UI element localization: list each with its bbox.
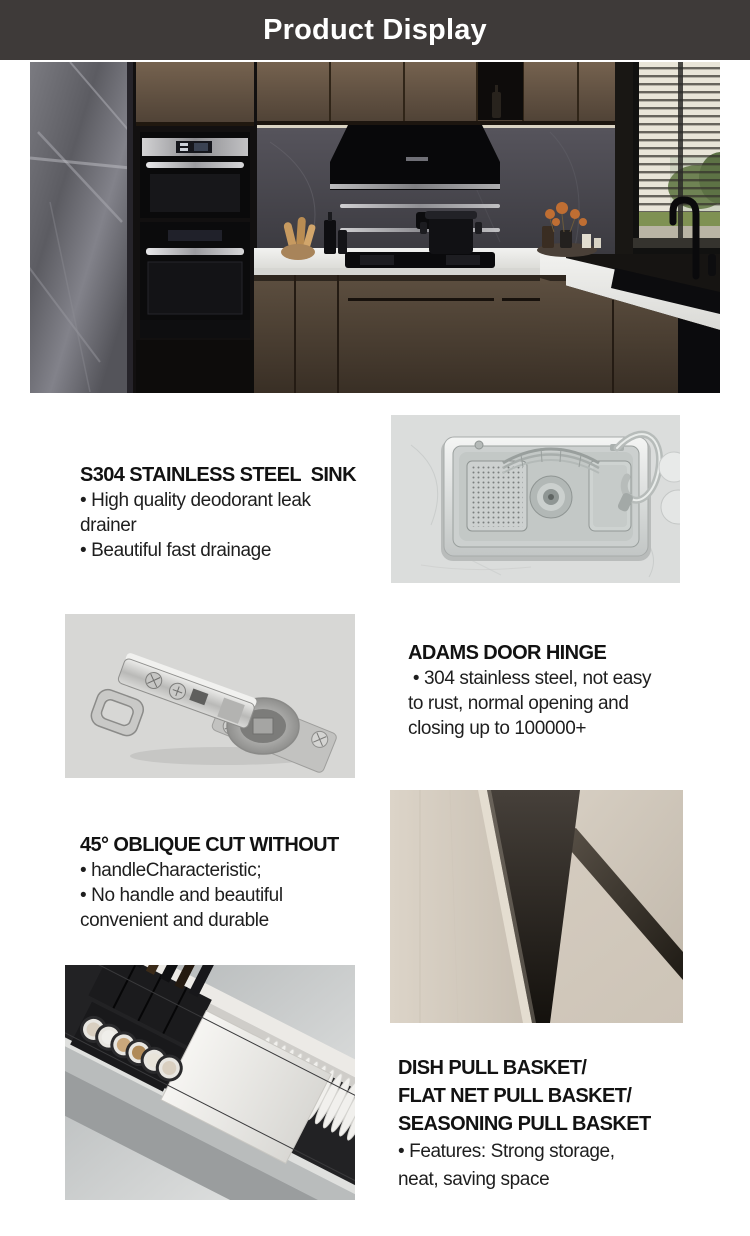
section-hinge-title: ADAMS DOOR HINGE: [408, 642, 607, 664]
kitchen-display-photo: [30, 62, 720, 393]
section-oblique-text: [80, 832, 390, 933]
section-basket-title: FLAT NET PULL BASKET/: [398, 1085, 632, 1107]
feature-line: • handleCharacteristic;: [80, 860, 262, 881]
section-basket-title: SEASONING PULL BASKET: [398, 1113, 651, 1135]
feature-line: • 304 stainless steel, not easy: [408, 668, 652, 689]
header-bar: [0, 0, 750, 60]
section-basket-text: [398, 1054, 698, 1194]
feature-line: neat, saving space: [398, 1169, 550, 1190]
feature-line: • Features: Strong storage,: [398, 1141, 615, 1162]
feature-line: • No handle and beautiful: [80, 885, 283, 906]
section-sink-text: [80, 462, 380, 563]
hinge-product-photo: [65, 614, 355, 778]
feature-line: closing up to 100000+: [408, 718, 587, 739]
feature-line: drainer: [80, 515, 137, 536]
section-basket-title: DISH PULL BASKET/: [398, 1057, 587, 1079]
oblique-cut-door-photo: [390, 790, 683, 1023]
section-hinge-text: [408, 640, 693, 741]
feature-line: to rust, normal opening and: [408, 693, 629, 714]
feature-line: • Beautiful fast drainage: [80, 540, 272, 561]
feature-line: • High quality deodorant leak: [80, 490, 311, 511]
section-sink-title: S304 STAINLESS STEEL SINK: [80, 464, 356, 486]
feature-line: convenient and durable: [80, 910, 269, 931]
sink-product-photo: [391, 415, 680, 583]
pull-basket-product-photo: [65, 965, 355, 1200]
page-title: Product Display: [263, 13, 487, 46]
section-oblique-title: 45° OBLIQUE CUT WITHOUT: [80, 834, 339, 856]
